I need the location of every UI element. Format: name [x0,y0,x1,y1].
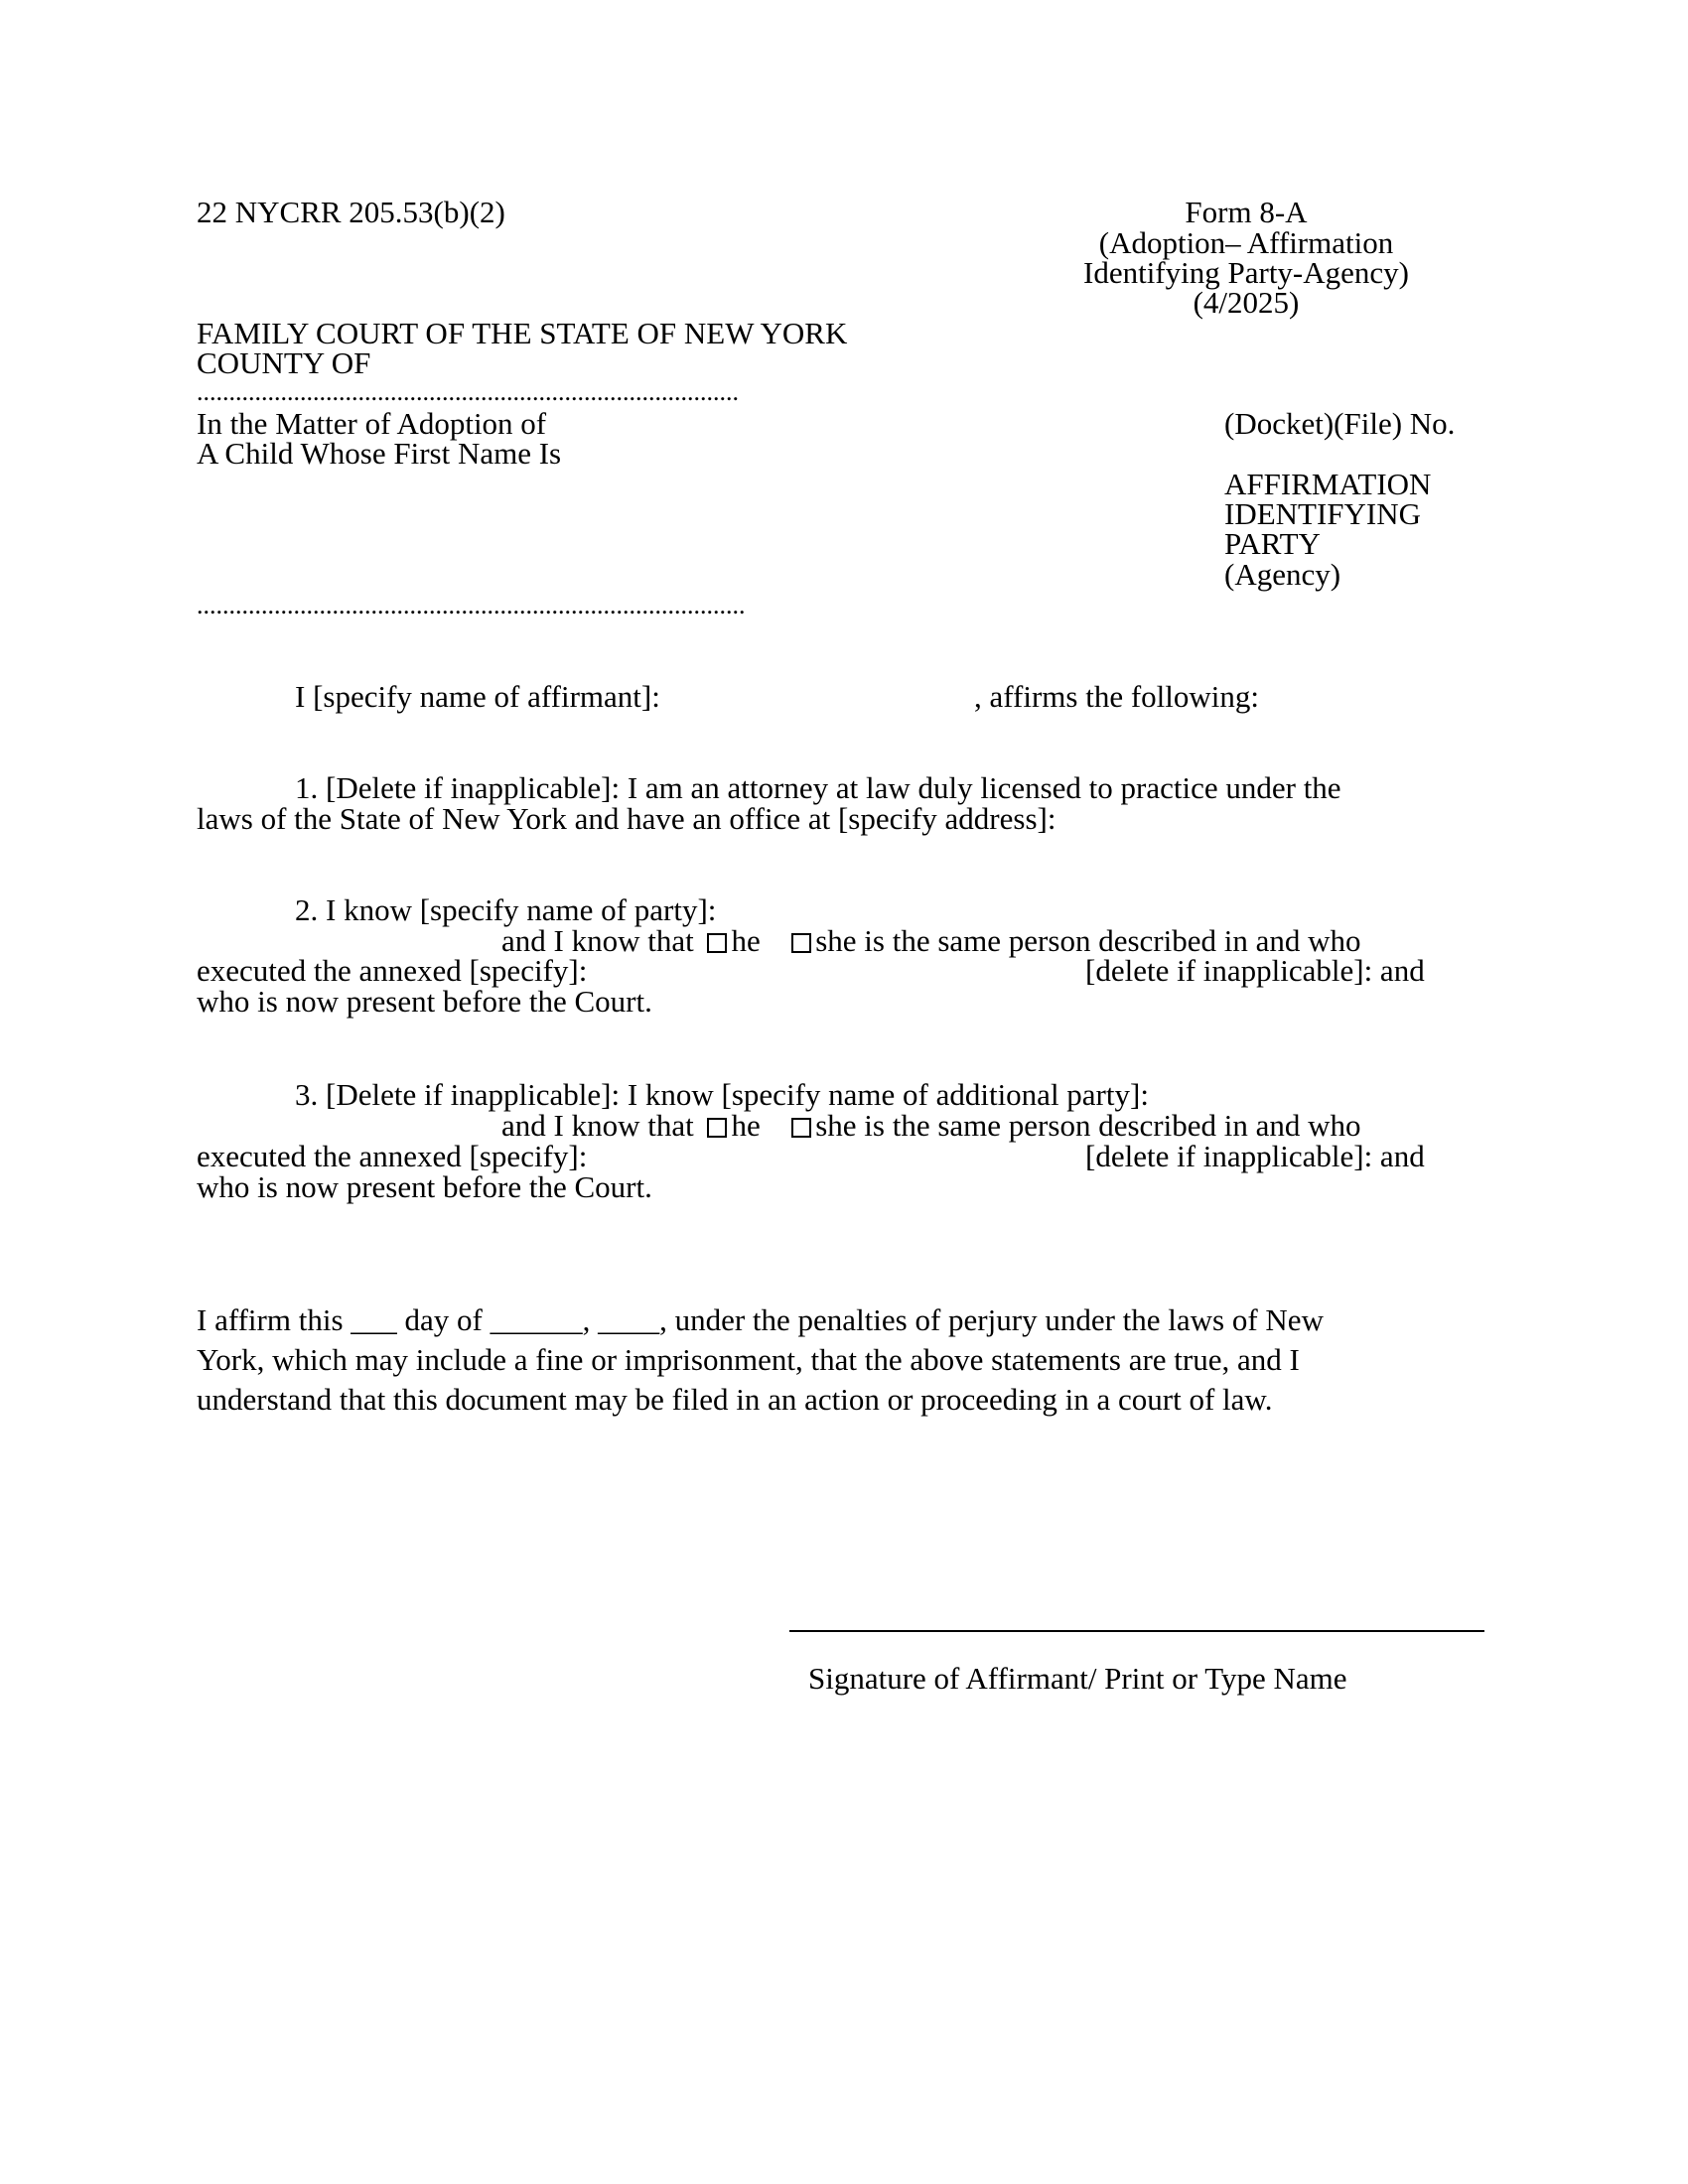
item2-line2 [501,925,1361,956]
rule-citation: 22 NYCRR 205.53(b)(2) [197,195,505,229]
document-title-line3: PARTY [1224,526,1321,561]
matter-line2: A Child Whose First Name Is [197,436,562,471]
caption-dotted-line: ..................................................................................... [197,596,746,615]
document-title-line1: AFFIRMATION [1224,467,1432,501]
form-description-line2: Identifying Party-Agency) [1083,255,1409,290]
affirmation-line2: York, which may include a fine or imprisonment, that the above statements are true, and I [197,1342,1300,1377]
item2-line1: 2. I know [specify name of party]: [295,892,717,927]
item3-she-text: she is the same person described in and who [815,1108,1361,1143]
item2-line4: who is now present before the Court. [197,984,652,1019]
signature-label: Signature of Affirmant/ Print or Type Name [808,1661,1347,1696]
signature-line[interactable] [789,1630,1484,1632]
form-date: (4/2025) [1193,285,1300,320]
item2-line3-right: [delete if inapplicable]: and [1085,953,1425,988]
document-title-line4: (Agency) [1224,557,1341,592]
item2-he-label: he [731,923,761,958]
affirmation-line3: understand that this document may be filed in an action or proceeding in a court of law. [197,1382,1273,1417]
affirmation-line1: I affirm this ___ day of ______, ____, under the penalties of perjury under the laws of New [197,1302,1324,1337]
item3-know-that: and I know that [501,1108,694,1143]
form-description-line1: (Adoption– Affirmation [1098,225,1394,260]
item3-he-checkbox[interactable] [707,1118,727,1138]
county-label: COUNTY OF [197,345,371,380]
item2-she-text: she is the same person described in and who [815,923,1361,958]
item3-line3-left: executed the annexed [specify]: [197,1139,588,1173]
matter-line1: In the Matter of Adoption of [197,406,547,441]
item1-line1: 1. [Delete if inapplicable]: I am an attorney at law duly licensed to practice under the [295,770,1341,805]
item2-know-that: and I know that [501,923,694,958]
intro-affirmant: I [specify name of affirmant]: [295,679,660,714]
court-name: FAMILY COURT OF THE STATE OF NEW YORK [197,316,848,350]
item2-she-checkbox[interactable] [791,933,811,953]
intro-affirms: , affirms the following: [974,679,1259,714]
item1-line2: laws of the State of New York and have an office at [specify address]: [197,801,1056,836]
item3-she-checkbox[interactable] [791,1118,811,1138]
item3-line2 [501,1110,1361,1141]
docket-number-label: (Docket)(File) No. [1224,406,1456,441]
item3-line4: who is now present before the Court. [197,1169,652,1204]
item3-line1: 3. [Delete if inapplicable]: I know [specify name of additional party]: [295,1077,1149,1112]
item3-line3-right: [delete if inapplicable]: and [1085,1139,1425,1173]
county-dotted-line: .................................................................................... [197,382,739,402]
item2-he-checkbox[interactable] [707,933,727,953]
document-title-line2: IDENTIFYING [1224,496,1422,531]
form-number: Form 8-A [1185,195,1308,229]
item2-line3-left: executed the annexed [specify]: [197,953,588,988]
item3-he-label: he [731,1108,761,1143]
